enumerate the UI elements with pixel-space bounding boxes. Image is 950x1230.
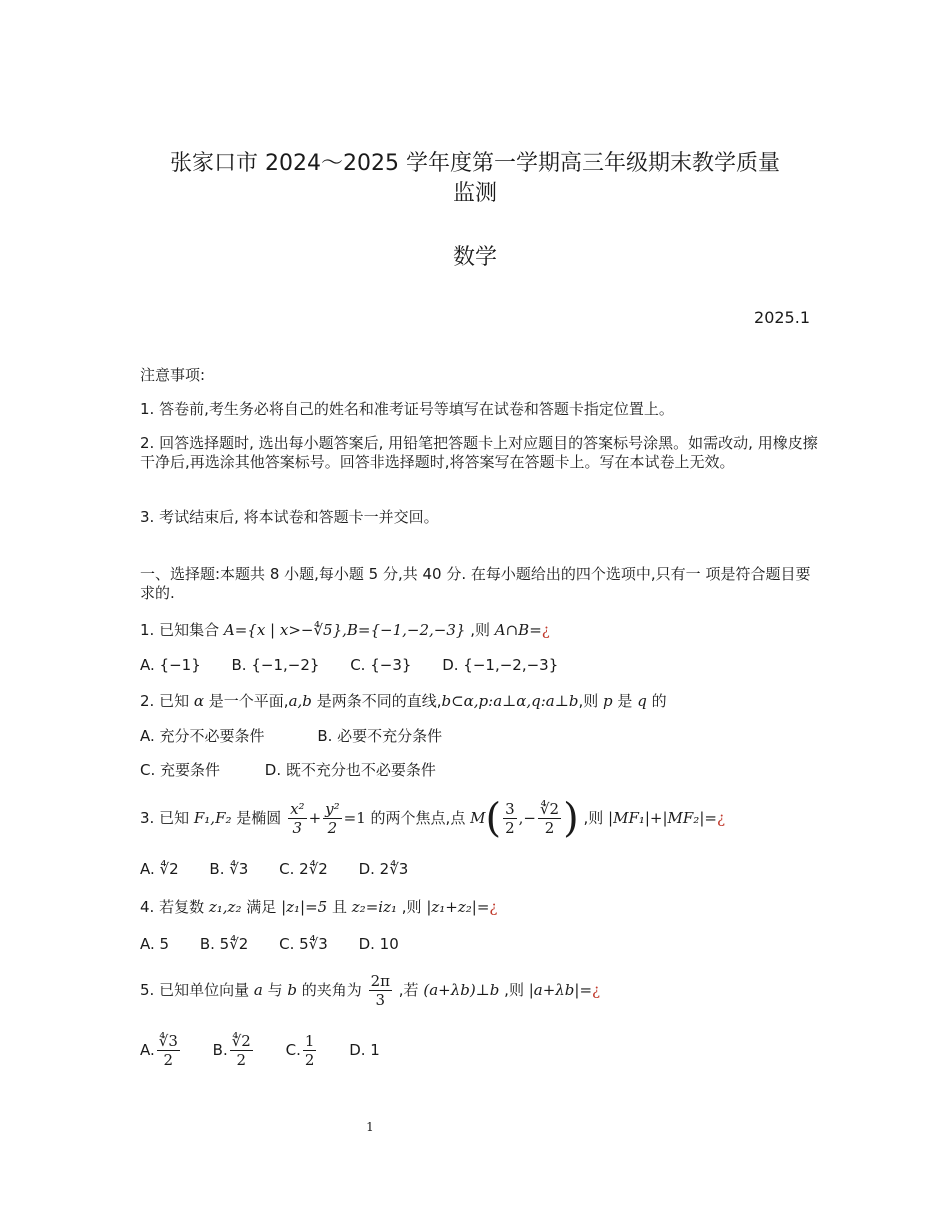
q5-option-a-den: 2 [163, 1051, 174, 1069]
q3-coord-x [503, 800, 517, 837]
q5-option-c-num: 1 [304, 1032, 315, 1050]
q3-options [140, 860, 820, 879]
q5-expr: |a+λb|= [528, 981, 593, 999]
q2-option-a: A. 充分不必要条件 [140, 727, 265, 745]
q5-option-c-label: C. [285, 1041, 301, 1059]
q5-a: a [253, 981, 263, 999]
q5-options [140, 1028, 820, 1072]
q4-text-1: 满足 [246, 898, 277, 916]
q4-z: z₁,z₂ [208, 898, 242, 916]
q4-option-b: B. 5∜2 [199, 935, 249, 953]
q1-blank: ¿ [541, 621, 550, 639]
q3-coord-y [538, 800, 561, 837]
q2-text-2: 是两条不同的直线, [316, 692, 442, 710]
q3-eq: =1 [343, 809, 366, 827]
subject-title: 数学 [452, 245, 497, 270]
q3-coord-x-num: 3 [505, 800, 515, 818]
q2-options-row2 [140, 761, 820, 780]
q1-option-c: C. {−3} [350, 656, 412, 674]
q5-cond: (a+λb)⊥b [423, 981, 500, 999]
q4-option-c: C. 5∜3 [279, 935, 328, 953]
q3-frac-x-den: 3 [292, 819, 303, 837]
q2-option-b: B. 必要不充分条件 [317, 727, 443, 745]
q1-option-b: B. {−1,−2} [231, 656, 320, 674]
q1-option-a: A. {−1} [140, 656, 201, 674]
q3-option-d: D. 2∜3 [358, 860, 409, 878]
q2-condition: b⊂α,p:a⊥α,q:a⊥b [441, 692, 579, 710]
q4-cond1: |z₁|=5 [281, 898, 328, 916]
q5-option-b-den: 2 [236, 1051, 247, 1069]
q5-b: b [287, 981, 298, 999]
q3-comma: ,− [518, 809, 536, 827]
q1-mid: ,则 [470, 621, 490, 639]
q5-option-a-num: ∜3 [158, 1032, 178, 1050]
question-3 [140, 796, 820, 840]
q5-option-b [213, 1028, 255, 1072]
q4-option-d: D. 10 [358, 935, 399, 953]
q2-text-5: 的 [651, 692, 667, 710]
notice-item-3: 3. 考试结束后, 将本试卷和答题卡一并交回。 [140, 508, 439, 526]
q2-text-3: ,则 [578, 692, 599, 710]
q1-options [140, 656, 820, 675]
q2-option-d: D. 既不充分也不必要条件 [264, 761, 436, 779]
exam-date: 2025.1 [754, 308, 810, 327]
q5-option-a-label: A. [140, 1041, 155, 1059]
q4-text-3: ,则 [401, 898, 422, 916]
q2-text-1: 是一个平面, [208, 692, 289, 710]
q5-prefix: 5. 已知单位向量 [140, 981, 250, 999]
q3-option-a: A. ∜2 [140, 860, 179, 878]
q5-angle-den: 3 [375, 991, 386, 1009]
page-number: 1 [366, 1120, 374, 1134]
question-5 [140, 968, 820, 1012]
q2-p: p [603, 692, 613, 710]
q3-frac-x-num: x² [290, 800, 305, 818]
q2-option-c: C. 充要条件 [140, 761, 221, 779]
q4-blank: ¿ [489, 898, 498, 916]
section-heading: 一、选择题:本题共 8 小题,每小题 5 分,共 40 分. 在每小题给出的四个选项中,只有一 项是符合题目要求的. [140, 565, 811, 602]
notice-heading: 注意事项: [140, 366, 206, 384]
q3-blank: ¿ [716, 809, 725, 827]
q3-option-c: C. 2∜2 [279, 860, 328, 878]
q3-frac-y [323, 800, 342, 837]
title-line1: 张家口市 2024～2025 学年度第一学期高三年级期末教学质量 [170, 151, 780, 176]
q3-option-b: B. ∜3 [209, 860, 249, 878]
q3-text-3: ,则 [583, 809, 604, 827]
q4-cond2: z₂=iz₁ [351, 898, 397, 916]
q4-option-a: A. 5 [140, 935, 170, 953]
q1-expr: A∩B= [494, 621, 542, 639]
q5-text-4: ,则 [504, 981, 524, 999]
q5-text-2: 的夹角为 [301, 981, 362, 999]
question-1 [140, 621, 820, 640]
q2-ab: a,b [288, 692, 312, 710]
q3-coord-x-den: 2 [505, 819, 515, 837]
q5-option-c-den: 2 [304, 1051, 315, 1069]
q5-option-c-frac [303, 1032, 317, 1069]
notice-item-1: 1. 答卷前,考生务必将自己的姓名和准考证号等填写在试卷和答题卡指定位置上。 [140, 400, 674, 418]
notice-item-2: 2. 回答选择题时, 选出每小题答案后, 用铅笔把答题卡上对应题目的答案标号涂黑。如需改动, 用橡皮擦干净后,再选涂其他答案标号。回答非选择题时,将答案写在答题卡上。写在本试卷上无效。 [140, 434, 818, 471]
q3-foci: F₁,F₂ [193, 809, 232, 827]
q5-option-c [286, 1028, 319, 1072]
q3-paren-close: ) [563, 795, 579, 842]
q4-expr: |z₁+z₂|= [426, 898, 490, 916]
q5-option-a-frac [157, 1032, 180, 1069]
q3-coord-y-den: 2 [544, 819, 555, 837]
q5-option-b-frac [230, 1032, 253, 1069]
q2-options-row1 [140, 727, 820, 746]
q3-text-2: 的两个焦点,点 [370, 809, 466, 827]
q2-prefix: 2. 已知 [140, 692, 190, 710]
q5-option-b-num: ∜2 [231, 1032, 251, 1050]
q3-point: M [470, 809, 486, 827]
q5-text-1: 与 [267, 981, 283, 999]
q2-text-4: 是 [617, 692, 633, 710]
q4-prefix: 4. 若复数 [140, 898, 205, 916]
q5-option-b-label: B. [212, 1041, 228, 1059]
q2-alpha: α [193, 692, 205, 710]
q3-prefix: 3. 已知 [140, 809, 190, 827]
q4-text-2: 且 [331, 898, 347, 916]
q3-plus: + [308, 809, 322, 827]
q5-angle-num: 2π [370, 972, 390, 990]
q3-text-1: 是椭圆 [236, 809, 282, 827]
title-line2: 监测 [452, 181, 497, 206]
q5-angle [369, 972, 392, 1009]
question-2 [140, 692, 820, 711]
q5-option-d: D. 1 [349, 1041, 380, 1059]
question-4 [140, 898, 820, 917]
q3-frac-x [288, 800, 306, 837]
q5-blank: ¿ [592, 981, 601, 999]
q4-options [140, 935, 820, 954]
q1-prefix: 1. 已知集合 [140, 621, 220, 639]
q3-expr: |MF₁|+|MF₂|= [608, 809, 717, 827]
q1-sets: A={x | x>−∜5},B={−1,−2,−3} [223, 621, 466, 639]
q5-option-a [140, 1028, 182, 1072]
q3-coord-y-num: ∜2 [539, 800, 560, 818]
q1-option-d: D. {−1,−2,−3} [442, 656, 559, 674]
q5-text-3: ,若 [398, 981, 419, 999]
q2-q: q [637, 692, 647, 710]
q3-frac-y-num: y² [325, 800, 340, 818]
q3-frac-y-den: 2 [327, 819, 338, 837]
q3-paren-open: ( [485, 795, 502, 842]
